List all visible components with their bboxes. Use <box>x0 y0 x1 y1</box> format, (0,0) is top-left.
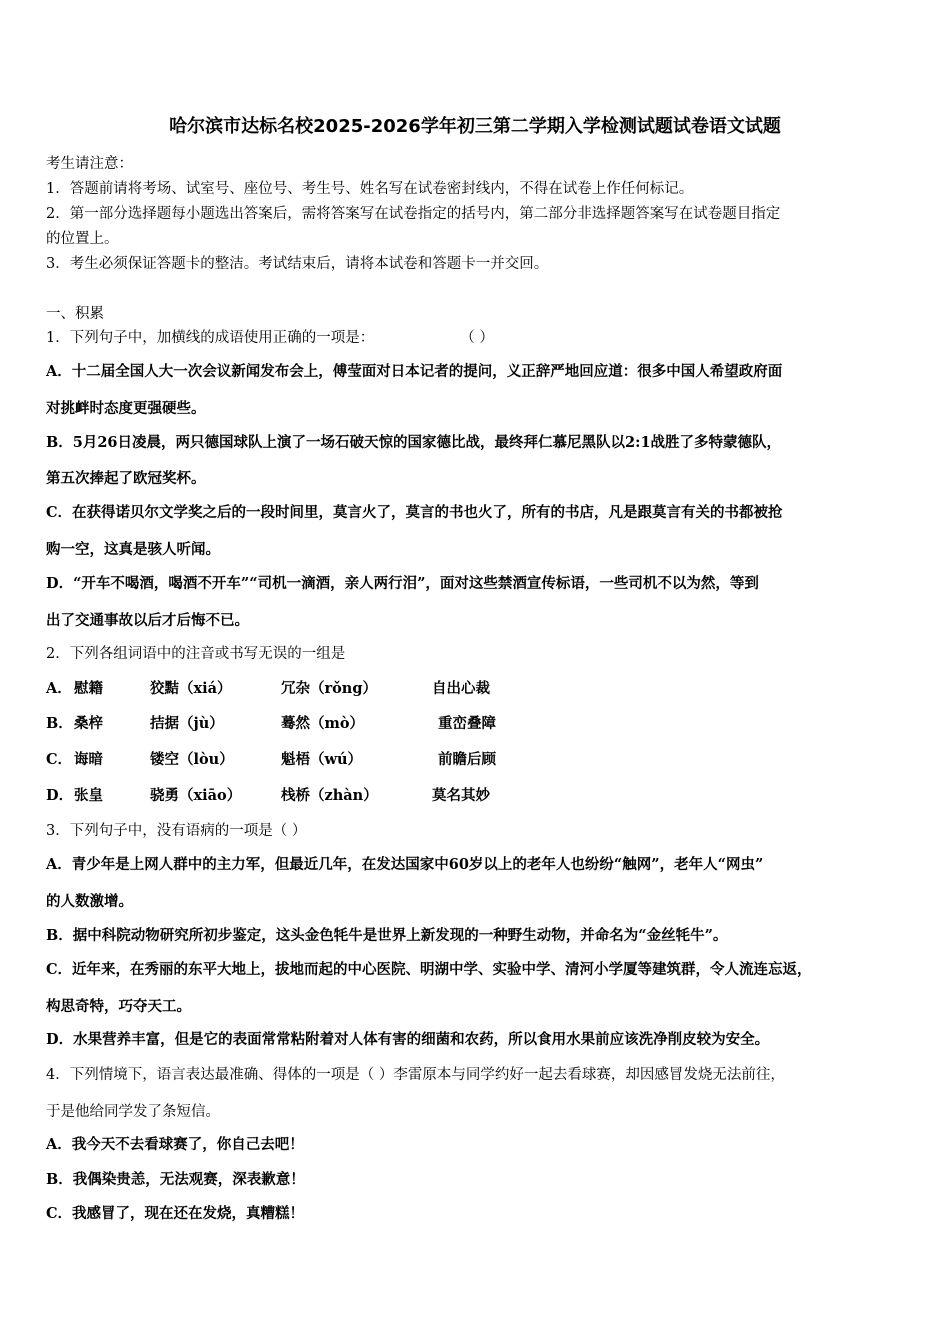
q1-answer-paren: （ ） <box>460 330 494 346</box>
q2-row-d-label: D． <box>46 787 74 804</box>
q2-row-b-word-3: 蓦然（mò） <box>281 715 365 732</box>
q2-row-d-word-4: 莫名其妙 <box>432 787 490 804</box>
q2-row-a-word-2: 狡黠（xiá） <box>150 680 232 697</box>
q2-row-b-label: B． <box>46 715 73 732</box>
q1-option-a: A．十二届全国人大一次会议新闻发布会上，傅莹面对日本记者的提问，义正辞严地回应道：很多中国人希望政府面 <box>46 363 783 380</box>
notice-item-1: 1．答题前请将考场、试室号、座位号、考生号、姓名写在试卷密封线内，不得在试卷上作任何标记。 <box>46 181 694 197</box>
q4-stem: 4．下列情境下，语言表达最准确、得体的一项是（ ）李雷原本与同学约好一起去看球赛，却因感冒发烧无法前往， <box>46 1067 785 1083</box>
q2-stem: 2．下列各组词语中的注音或书写无误的一组是 <box>46 646 346 662</box>
q2-row-c-word-1: 诲暗 <box>74 751 103 768</box>
q2-row-a-word-1: 慰籍 <box>74 680 103 697</box>
q2-row-b-word-1: 桑梓 <box>74 715 103 732</box>
q1-option-d: D．“开车不喝酒，喝酒不开车”“司机一滴酒，亲人两行泪”，面对这些禁酒宣传标语，一些司机不以为然，等到 <box>46 575 759 592</box>
q2-row-c-label: C． <box>46 751 73 768</box>
page-title: 哈尔滨市达标名校2025-2026学年初三第二学期入学检测试题试卷语文试题 <box>169 116 781 137</box>
q2-row-c-word-3: 魁梧（wú） <box>281 751 363 768</box>
q2-row-d-word-1: 张皇 <box>74 787 103 804</box>
q1-stem-text: 1．下列句子中，加横线的成语使用正确的一项是： <box>46 330 375 346</box>
q4-option-b: B．我偶染贵恙，无法观赛，深表歉意！ <box>46 1171 305 1188</box>
q3-option-a-cont: 的人数激增。 <box>46 893 133 910</box>
q2-row-a-label: A． <box>46 680 72 697</box>
q2-row-d-word-2: 骁勇（xiāo） <box>150 787 242 804</box>
q1-option-a-cont: 对挑衅时态度更强硬些。 <box>46 400 206 417</box>
notice-item-3: 3．考生必须保证答题卡的整洁。考试结束后，请将本试卷和答题卡一并交回。 <box>46 256 549 272</box>
q1-stem <box>46 326 494 347</box>
q3-option-c: C．近年来，在秀丽的东平大地上，拔地而起的中心医院、明湖中学、实验中学、清河小学厦等建筑群，令人流连忘返， <box>46 961 812 978</box>
q2-row-c-word-2: 镂空（lòu） <box>150 751 234 768</box>
q2-row-b-word-4: 重峦叠障 <box>438 715 496 732</box>
q1-option-c-cont: 购一空，这真是骇人听闻。 <box>46 541 220 558</box>
q1-option-c: C．在获得诺贝尔文学奖之后的一段时间里，莫言火了，莫言的书也火了，所有的书店，凡是跟莫言有关的书都被抢 <box>46 504 783 521</box>
notice-item-2-cont: 的位置上。 <box>46 231 119 247</box>
q2-row-b-word-2: 拮据（jù） <box>150 715 224 732</box>
q1-option-d-cont: 出了交通事故以后才后悔不已。 <box>46 612 249 629</box>
q2-row-a-word-3: 冗杂（rǒng） <box>281 680 377 697</box>
q3-stem: 3．下列句子中，没有语病的一项是（ ） <box>46 823 307 839</box>
q3-option-a: A．青少年是上网人群中的主力军，但最近几年，在发达国家中60岁以上的老年人也纷纷“触网”，老年人“网虫” <box>46 856 764 873</box>
notice-heading: 考生请注意： <box>46 156 133 172</box>
q2-row-d-word-3: 栈桥（zhàn） <box>281 787 378 804</box>
q3-option-d: D．水果营养丰富，但是它的表面常常粘附着对人体有害的细菌和农药，所以食用水果前应该洗净削皮较为安全。 <box>46 1031 770 1048</box>
section-heading: 一、积累 <box>46 306 104 322</box>
notice-item-2: 2．第一部分选择题每小题选出答案后，需将答案写在试卷指定的括号内，第二部分非选择题答案写在试卷题目指定 <box>46 206 781 222</box>
q4-option-c: C．我感冒了，现在还在发烧，真糟糕！ <box>46 1205 305 1222</box>
q3-option-b: B．据中科院动物研究所初步鉴定，这头金色牦牛是世界上新发现的一种野生动物，并命名为“金丝牦牛”。 <box>46 927 728 944</box>
q1-option-b: B．5月26日凌晨，两只德国球队上演了一场石破天惊的国家德比战，最终拜仁慕尼黑队以2:1战胜了多特蒙德队， <box>46 434 782 451</box>
q1-option-b-cont: 第五次捧起了欧冠奖杯。 <box>46 470 206 487</box>
q4-option-a: A．我今天不去看球赛了，你自己去吧！ <box>46 1136 304 1153</box>
q4-stem-cont: 于是他给同学发了条短信。 <box>46 1104 220 1120</box>
q2-row-c-word-4: 前瞻后顾 <box>438 751 496 768</box>
q2-row-a-word-4: 自出心裁 <box>432 680 490 697</box>
q3-option-c-cont: 构思奇特，巧夺天工。 <box>46 998 191 1015</box>
